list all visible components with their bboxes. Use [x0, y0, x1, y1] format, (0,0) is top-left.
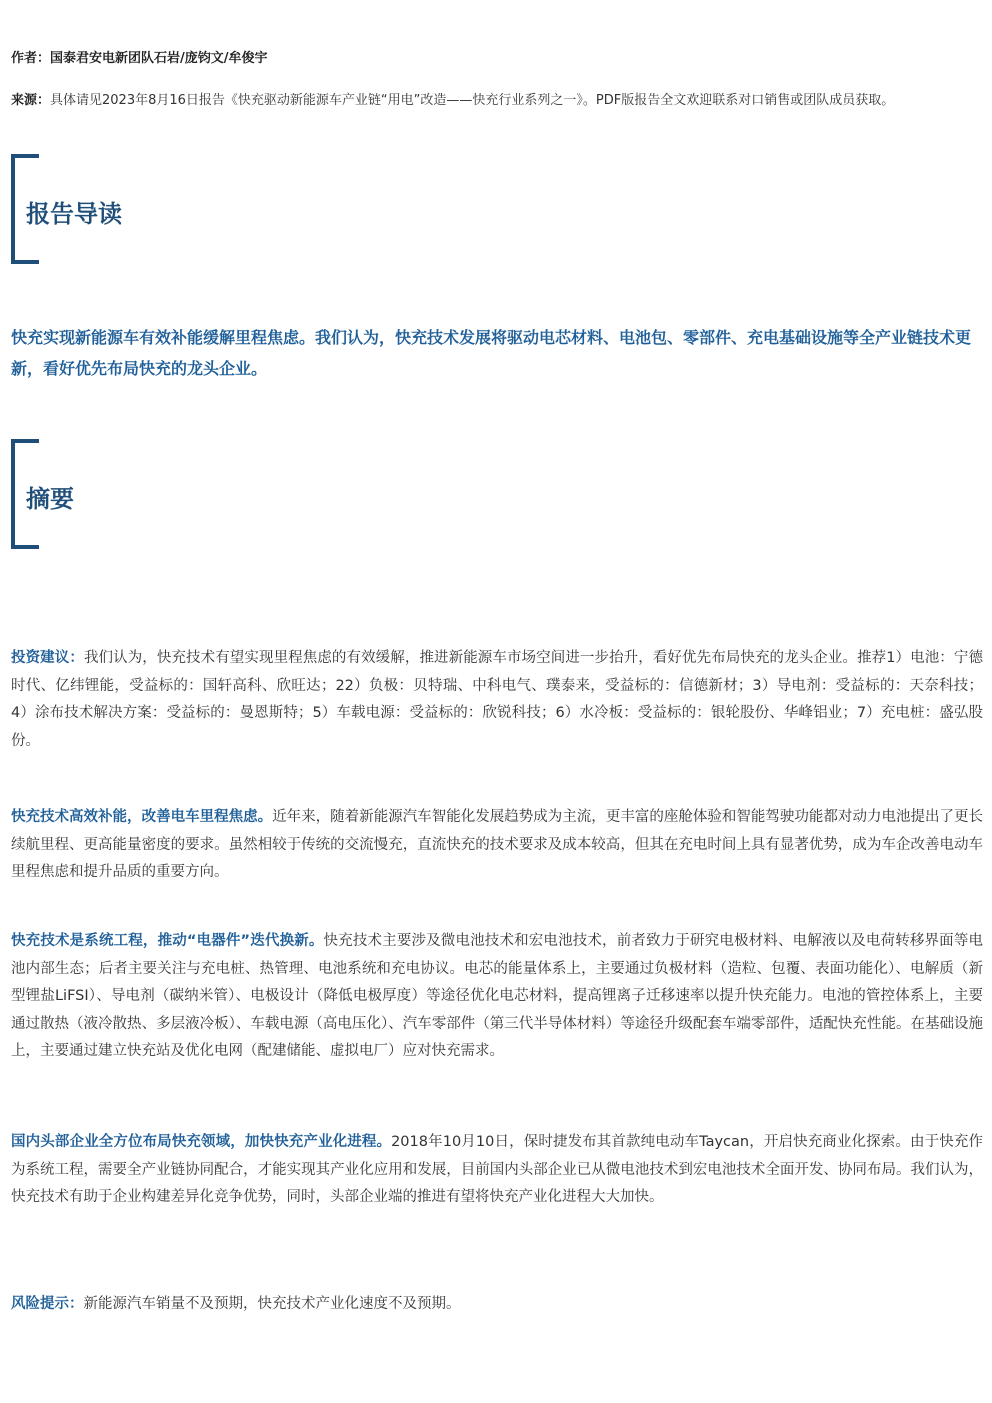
- source-line: [11, 90, 981, 112]
- paragraph-key: 国内头部企业全方位布局快充领域，加快快充产业化进程。: [11, 1134, 392, 1150]
- source-label: 来源：: [11, 93, 51, 108]
- paragraph-text: 新能源汽车销量不及预期，快充技术产业化速度不及预期。: [83, 1296, 461, 1312]
- summary-paragraph-risk: [11, 1291, 983, 1319]
- paragraph-key: 风险提示：: [11, 1296, 84, 1312]
- paragraph-text: 快充技术主要涉及微电池技术和宏电池技术，前者致力于研究电极材料、电解液以及电荷转移界面等电池内部生态；后者主要关注与充电桩、热管理、电池系统和充电协议。电芯的能量体系上，主要通过负极材料（造粒、包覆、表面功能化）、电解质（新型锂盐LiFSI）、导电剂（碳纳米管）、电极设计（降低电极厚度）等途径优化电芯材料，提高锂离子迁移速率以提升快充能力。电池的管控体系上，主要通过散热（液冷散热、多层液冷板）、车载电源（高电压化）、汽车零部件（第三代半导体材料）等途径升级配套车端零部件，适配快充性能。在基础设施上，主要通过建立快充站及优化电网（配建储能、虚拟电厂）应对快充需求。: [11, 933, 984, 1059]
- report-lead-text: 快充实现新能源车有效补能缓解里程焦虑。我们认为，快充技术发展将驱动电芯材料、电池包、零部件、充电基础设施等全产业链技术更新，看好优先布局快充的龙头企业。: [11, 328, 972, 378]
- paragraph-key: 快充技术高效补能，改善电车里程焦虑。: [11, 809, 273, 825]
- paragraph-key: 快充技术是系统工程，推动“电器件”迭代换新。: [11, 933, 324, 949]
- summary-paragraph-system-engineering: [11, 928, 983, 1066]
- author-label: 作者：: [11, 51, 51, 66]
- source-value: 具体请见2023年8月16日报告《快充驱动新能源车产业链“用电”改造——快充行业系列之一》。PDF版报告全文欢迎联系对口销售或团队成员获取。: [50, 93, 895, 108]
- summary-paragraph-domestic-leaders: [11, 1129, 983, 1212]
- author-line: [11, 48, 981, 70]
- paragraph-text: 近年来，随着新能源汽车智能化发展趋势成为主流，更丰富的座舱体验和智能驾驶功能都对动力电池提出了更长续航里程、更高能量密度的要求。虽然相较于传统的交流慢充，直流快充的技术要求及成本较高，但其在充电时间上具有显著优势，成为车企改善电动车里程焦虑和提升品质的重要方向。: [11, 809, 983, 880]
- summary-paragraph-investment: [11, 645, 983, 755]
- paragraph-key: 投资建议：: [11, 650, 84, 666]
- section-title-report-guide: 报告导读: [26, 200, 122, 228]
- author-value: 国泰君安电新团队石岩/庞钧文/牟俊宇: [50, 51, 268, 66]
- summary-paragraph-fast-charge-benefit: [11, 804, 983, 887]
- section-title-summary: 摘要: [26, 485, 74, 513]
- paragraph-text: 2018年10月10日，保时捷发布其首款纯电动车Taycan，开启快充商业化探索。由于快充作为系统工程，需要全产业链协同配合，才能实现其产业化应用和发展，目前国内头部企业已从微电池技术到宏电池技术全面开发、协同布局。我们认为，快充技术有助于企业构建差异化竞争优势，同时，头部企业端的推进有望将快充产业化进程大大加快。: [11, 1134, 983, 1205]
- paragraph-text: 我们认为，快充技术有望实现里程焦虑的有效缓解，推进新能源车市场空间进一步抬升，看好优先布局快充的龙头企业。推荐1）电池：宁德时代、亿纬锂能，受益标的：国轩高科、欣旺达；22）负极：贝特瑞、中科电气、璞泰来，受益标的：信德新材；3）导电剂：受益标的：天奈科技；4）涂布技术解决方案：受益标的：曼恩斯特；5）车载电源：受益标的：欣锐科技；6）水冷板：受益标的：银轮股份、华峰铝业；7）充电桩：盛弘股份。: [11, 650, 983, 749]
